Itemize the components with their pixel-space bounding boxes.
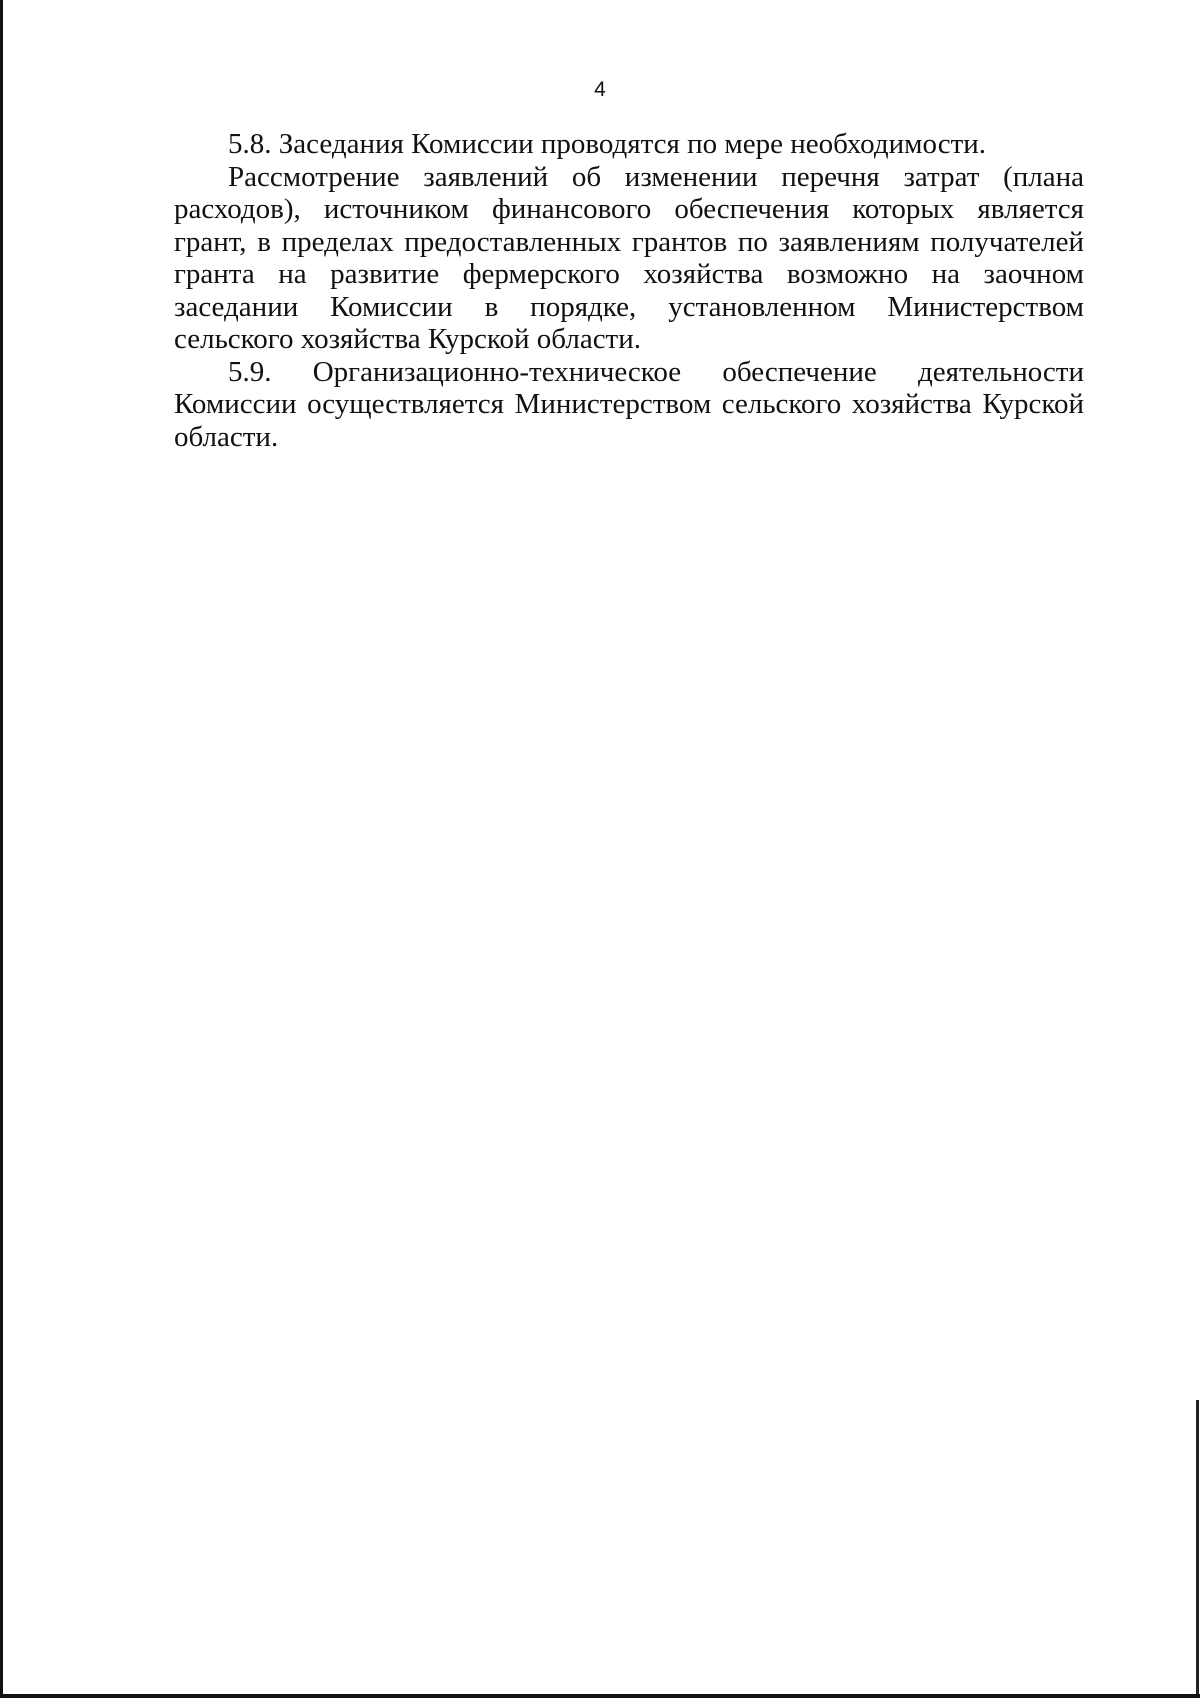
scan-edge-left bbox=[0, 0, 3, 1698]
scan-edge-right bbox=[1196, 1400, 1199, 1698]
paragraph-5-9: 5.9. Организационно-техническое обеспечение деятельности Комиссии осуществляется Министерством сельского хозяйства Курской области. bbox=[174, 355, 1084, 453]
document-body bbox=[174, 128, 1084, 453]
scan-edge-bottom bbox=[0, 1694, 1200, 1698]
paragraph-remote-review: Рассмотрение заявлений об изменении перечня затрат (плана расходов), источником финансового обеспечения которых является грант, в пределах предоставленных грантов по заявлениям получателей гранта на развитие фермерского хозяйства возможно на заочном заседании Комиссии в порядке, установленном Министерством сельского хозяйства Курской области. bbox=[174, 160, 1084, 355]
page-number: 4 bbox=[594, 78, 606, 101]
paragraph-5-8: 5.8. Заседания Комиссии проводятся по мере необходимости. bbox=[228, 128, 987, 160]
